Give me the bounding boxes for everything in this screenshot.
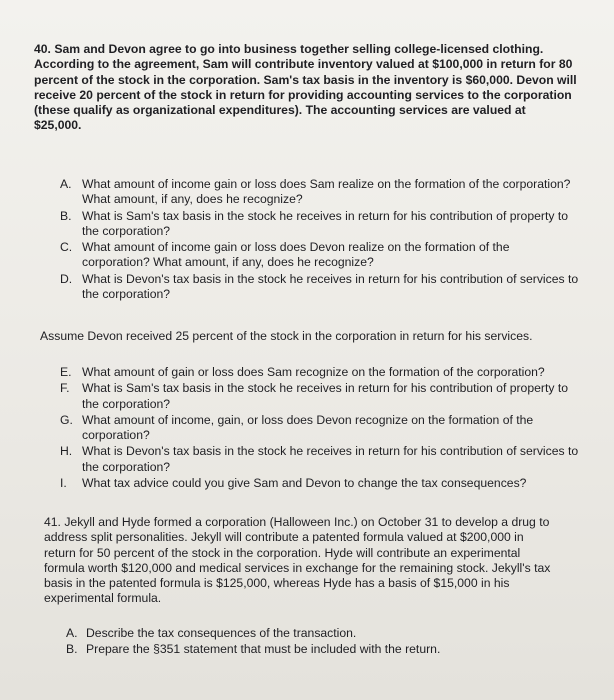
text-line: percent of the stock in the corporation. Sam's tax basis in the inventory is $60,000. Devon will	[34, 72, 577, 87]
item-label: I.	[60, 476, 67, 491]
problem-41-statement	[44, 515, 584, 607]
item-label: B.	[66, 642, 78, 657]
text-line: $25,000.	[34, 118, 82, 133]
item-label: F.	[60, 381, 70, 396]
item-label: C.	[60, 240, 73, 255]
problem-40-parts-e-i	[60, 365, 580, 492]
item-text: What is Sam's tax basis in the stock he receives in return for his contribution of property to the corporation?	[82, 208, 568, 238]
item-text: Describe the tax consequences of the transaction.	[86, 626, 357, 640]
item-text: What is Devon's tax basis in the stock he receives in return for his contribution of services to the corporation?	[82, 271, 579, 302]
text-line: formula worth $120,000 and medical services in exchange for the remaining stock. Jekyll's tax	[44, 560, 551, 575]
item-text: Prepare the §351 statement that must be included with the return.	[86, 642, 441, 657]
item-text: What tax advice could you give Sam and Devon to change the tax consequences?	[82, 476, 527, 491]
item-label: A.	[66, 626, 78, 640]
text-line: address split personalities. Jekyll will contribute a patented formula valued at $200,000 in	[44, 530, 524, 545]
list-item	[60, 365, 580, 380]
text-line: (these qualify as organizational expenditures). The accounting services are valued at	[34, 103, 526, 118]
item-label: G.	[60, 412, 73, 427]
problem-40-parts-a-d	[60, 177, 580, 303]
list-item	[60, 476, 580, 491]
item-text: What is Devon's tax basis in the stock he receives in return for his contribution of services to the corporation?	[82, 444, 579, 474]
list-item	[60, 209, 580, 240]
item-label: H.	[60, 444, 73, 459]
list-item	[60, 272, 580, 303]
problem-40-statement	[34, 42, 594, 134]
list-item	[60, 444, 580, 475]
list-item	[60, 381, 580, 412]
list-item	[66, 642, 586, 657]
text-line: 40. Sam and Devon agree to go into business together selling college-licensed clothing.	[34, 42, 544, 56]
item-text: What is Sam's tax basis in the stock he receives in return for his contribution of property to the corporation?	[82, 381, 568, 411]
item-text: What amount of income gain or loss does Sam realize on the formation of the corporation? What amount, if any, does he recognize?	[82, 177, 571, 207]
list-item	[60, 240, 580, 271]
item-label: B.	[60, 208, 72, 223]
list-item	[60, 177, 580, 208]
text-line: According to the agreement, Sam will contribute inventory valued at $100,000 in return for 80	[34, 57, 573, 72]
text-line: basis in the patented formula is $125,000, whereas Hyde has a basis of $15,000 in his	[44, 576, 510, 591]
text-line: return for 50 percent of the stock in the corporation. Hyde will contribute an experimental	[44, 545, 521, 560]
assumption-text: Assume Devon received 25 percent of the stock in the corporation in return for his services.	[40, 329, 533, 343]
item-text: What amount of income, gain, or loss does Devon recognize on the formation of the corporation?	[82, 412, 534, 443]
item-label: E.	[60, 365, 72, 379]
item-text: What amount of income gain or loss does Devon realize on the formation of the corporation? What amount, if any, does he recognize?	[82, 240, 510, 270]
text-line: 41. Jekyll and Hyde formed a corporation (Halloween Inc.) on October 31 to develop a drug to	[44, 515, 550, 529]
list-item	[60, 413, 580, 444]
item-label: A.	[60, 177, 72, 191]
item-label: D.	[60, 271, 73, 286]
text-line: experimental formula.	[44, 591, 162, 606]
text-line: receive 20 percent of the stock in return for providing accounting services to the corporation	[34, 87, 572, 102]
item-text: What amount of gain or loss does Sam recognize on the formation of the corporation?	[82, 365, 545, 379]
problem-41-parts	[66, 626, 586, 659]
list-item	[66, 626, 586, 641]
